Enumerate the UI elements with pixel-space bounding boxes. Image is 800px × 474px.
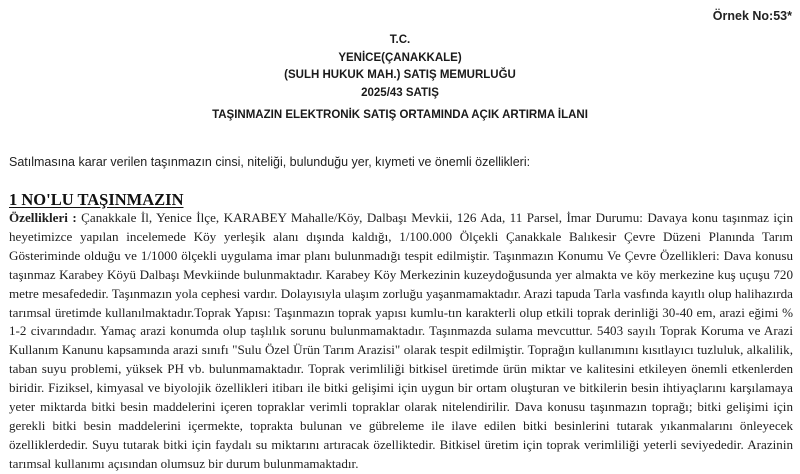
header-line-case-number: 2025/43 SATIŞ [361,86,439,99]
property-description [9,209,793,474]
features-text: Çanakkale İl, Yenice İlçe, KARABEY Mahalle/Köy, Dalbaşı Mevkii, 126 Ada, 11 Parsel, İmar Durumu: Davaya konu taşınmaz için heyetimizce yapılan incelemede Köy yerleşik alanı dışında kaldığı, 1/100.000 Ölçekli Çanakkale Balıkesir Çevre Düzeni Planında Tarım Gösteriminde olduğu ve 1/1000 ölçekli uygulama imar planı bulunmadığı tespit edilmiştir. Taşınmazın Konumu Ve Çevre Özellikleri: Dava konusu taşınmaz Karabey Köyü Dalbaşı Mevkiinde bulunmaktadır. Karabey Köy Merkezinin kuzeydoğusunda yer almakta ve köy merkezine kuş uçuşu 720 metre mesafededir. Taşınmazın yola cephesi vardır. Dolayısıyla ulaşım zorluğu yaşanmamaktadır. Arazi tapuda Tarla vasfında kayıtlı olup halihazırda tarımsal üretimde kullanılmaktadır.Toprak Yapısı: Taşınmazın toprak yapısı kumlu-tın karakterli olup etkili toprak derinliği 30-40 em, arazi eğimi % 1-2 civarındadır. Yamaç arazi konumda olup taşlılık sorunu bulunmamaktadır. Taşınmazda sulama mevcuttur. 5403 sayılı Toprak Koruma ve Arazi Kullanım Kanunu kapsamında arazi sınıfı "Sulu Özel Ürün Tarım Arazisi" olarak tespit edilmiştir. Toprağın kullanımını kısıtlayıcı tuzluluk, alkalilik, taban suyu problemi, yüksek PH vb. bulunmamaktadır. Toprak verimliliği bitkisel üretimde ürün miktar ve kalitesini etkileyen önemli etkenlerden biridir. Fiziksel, kimyasal ve biyolojik özellikleri itibarı ile bitki gelişimi için uygun bir ortam oluşturan ve bitkilerin besin ihtiyaçlarını karşılamaya yeter miktarda bitki besin maddelerini içeren topraklar verimli topraklar olarak nitelendirilir. Dava konusu taşınmazın toprağı; bitki gelişimi için gerekli bitki besin maddelerini içermekte, toprakta bulunan ve gübreleme ile ilave edilen bitki besinlerini tutarak yıkanmalarını önleyecek özelliklerdedir. Suyu tutarak bitki için faydalı su miktarını artıracak özelliktedir. Bitkisel üretim için toprak verimliliği yeterli seviyededir. Arazinin tarımsal kullanımı açısından olumsuz bir durum bulunmamaktadır. [9,210,793,471]
header-line-district: YENİCE(ÇANAKKALE) [338,51,462,64]
header-line-country: T.C. [389,34,411,46]
example-number: Örnek No:53* [712,9,792,23]
document-header [0,32,800,102]
features-label: Özellikleri : [9,210,77,225]
property-heading: 1 NO'LU TAŞINMAZIN [9,190,184,209]
header-line-office: (SULH HUKUK MAH.) SATIŞ MEMURLUĞU [284,69,516,81]
announcement-title: TAŞINMAZIN ELEKTRONİK SATIŞ ORTAMINDA AÇIK ARTIRMA İLANI [212,109,588,121]
intro-text: Satılmasına karar verilen taşınmazın cinsi, niteliği, bulunduğu yer, kıymeti ve önemli özellikleri: [9,155,531,169]
